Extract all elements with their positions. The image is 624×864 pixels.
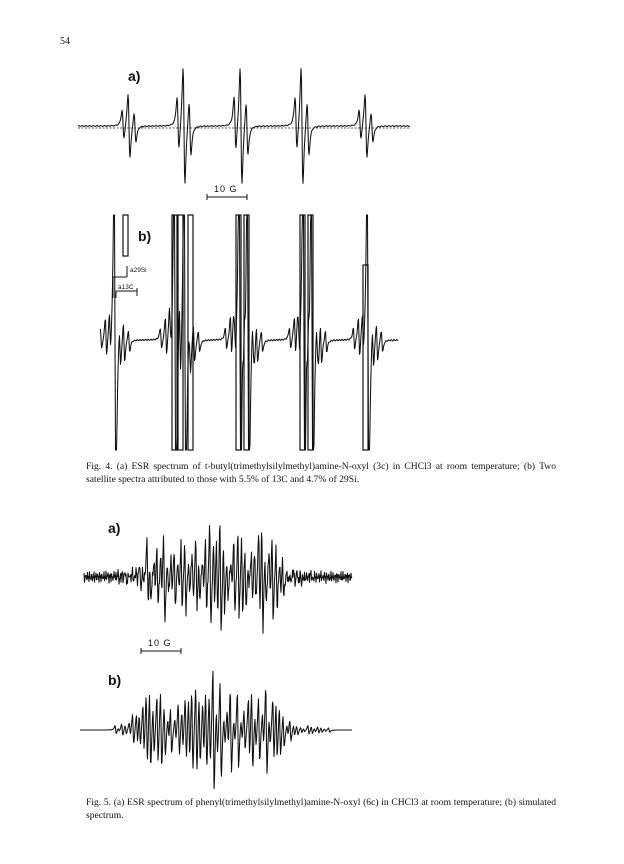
fig4a-spectrum bbox=[78, 69, 410, 184]
fig5-caption-prefix: Fig. 5. bbox=[86, 797, 112, 808]
fig5-scale-bar bbox=[141, 648, 181, 654]
page-number: 54 bbox=[60, 36, 70, 47]
fig4a-trace bbox=[78, 69, 410, 184]
fig5b-trace bbox=[80, 671, 352, 788]
fig5-caption bbox=[86, 797, 556, 822]
fig5a-trace bbox=[84, 526, 352, 634]
fig5-panel-a-label: a) bbox=[108, 520, 121, 536]
fig5b-spectrum bbox=[80, 671, 352, 788]
fig4-panel-b-label: b) bbox=[138, 228, 152, 244]
fig4-caption-prefix: Fig. 4. bbox=[86, 461, 113, 472]
fig4-caption bbox=[86, 461, 556, 486]
fig5a-spectrum bbox=[84, 526, 352, 634]
a29si-label: a29Si bbox=[130, 267, 147, 274]
offscale-peak bbox=[188, 215, 193, 450]
fig5-caption-text: (a) ESR spectrum of phenyl(trimethylsilylmethyl)amine-N-oxyl (6c) in CHCl3 at room temperature; (b) simulated spectrum. bbox=[86, 797, 556, 821]
fig4-panel-a-label: a) bbox=[128, 68, 141, 84]
fig5-panel-b-label: b) bbox=[108, 672, 122, 688]
fig4-scale-bar bbox=[207, 194, 247, 200]
fig4b-spectrum bbox=[100, 215, 398, 450]
fig4-scale-label: 10 G bbox=[214, 184, 238, 194]
a13c-label: a13C bbox=[118, 284, 134, 291]
fig5-scale-label: 10 G bbox=[148, 638, 172, 648]
offscale-peak bbox=[123, 215, 128, 256]
fig4-caption-text: (a) ESR spectrum of t-butyl(trimethylsilylmethyl)amine-N-oxyl (3c) in CHCl3 at room temperature; (b) Two satellite spectra attributed to those with 5.5% of 13C and 4.7% of 29Si. bbox=[86, 461, 556, 485]
